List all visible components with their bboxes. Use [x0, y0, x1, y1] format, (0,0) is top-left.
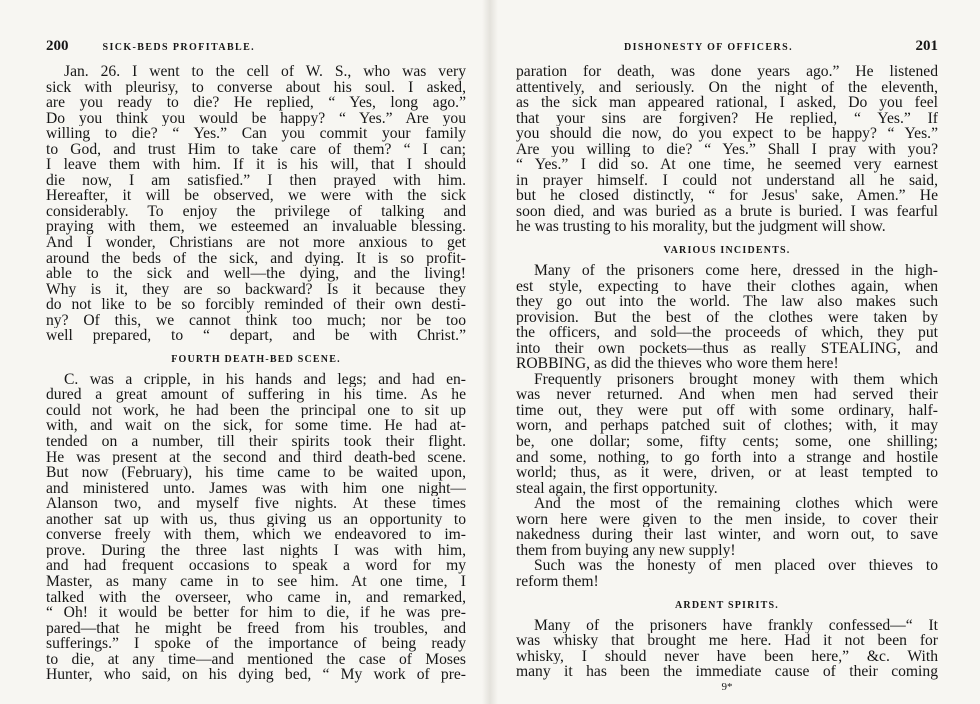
- text-line: and had frequent occasions to speak a word for my: [46, 558, 466, 574]
- text-line: around the beds of the sick, and dying. It is so profit-: [46, 250, 466, 267]
- right-paragraph-5: [516, 558, 938, 589]
- text-line: Alanson two, and myself five nights. At these times: [46, 496, 466, 512]
- text-line: well prepared, to “ depart, and be with Christ.”: [46, 328, 466, 344]
- text-line: Are you willing to die? “ Yes.” Shall I pray with you?: [516, 141, 938, 158]
- left-paragraph-2: [46, 372, 466, 683]
- right-page: [490, 0, 980, 704]
- text-line: and some, nothing, to go forth into a strange and hostile: [516, 449, 938, 466]
- text-line: est style, expecting to have their clothes again, when: [516, 278, 938, 295]
- various-incidents-heading: VARIOUS INCIDENTS.: [663, 245, 791, 257]
- text-line: C. was a cripple, in his hands and legs; and had en-: [64, 371, 466, 388]
- signature-mark: 9*: [721, 680, 733, 693]
- text-line: with, and wait on the sick, for some time. He had at-: [46, 418, 466, 435]
- text-line: ny? Of this, we cannot think too much; nor be too: [46, 312, 466, 329]
- text-line: talked with the overseer, who came in, and remarked,: [46, 589, 466, 606]
- page-number-left: 200: [46, 38, 69, 54]
- text-line: the officers, and sold—the proceeds of which, they put: [516, 325, 938, 341]
- text-line: Frequently prisoners brought money with them which: [534, 371, 938, 388]
- text-line: Such was the honesty of men placed over thieves to: [534, 558, 938, 574]
- text-line: are you ready to die? He replied, “ Yes, long ago.”: [46, 95, 466, 111]
- fourth-death-bed-heading: FOURTH DEATH-BED SCENE.: [171, 353, 341, 365]
- text-line: into their own pockets—thus as really STEALING, and: [516, 340, 938, 357]
- text-line: Many of the prisoners have frankly confessed—“ It: [534, 617, 938, 634]
- text-line: Hunter, who said, on his dying bed, “ My work of pre-: [46, 667, 466, 683]
- text-line: able to the sick and well—the dying, and the living!: [46, 266, 466, 282]
- text-line: in prayer himself. I could not understand all he said,: [516, 172, 938, 189]
- ardent-spirits-heading: ARDENT SPIRITS.: [675, 599, 779, 611]
- right-running-head: [516, 38, 938, 64]
- text-line: world; thus, as it were, driven, or at least tempted to: [516, 465, 938, 481]
- text-line: Hereafter, it will be observed, we were with the sick: [46, 188, 466, 204]
- text-line: worn here were given to the men inside, to cover their: [516, 511, 938, 528]
- text-line: I leave them with him. If it is his will, that I should: [46, 157, 466, 173]
- text-line: nakedness during their last winter, and worn out, to save: [516, 527, 938, 543]
- text-line: soon died, and was buried as a brute is buried. I was fearful: [516, 203, 938, 220]
- text-line: provision. But the best of the clothes were taken by: [516, 309, 938, 326]
- left-running-title: SICK-BEDS PROFITABLE.: [102, 42, 256, 53]
- text-line: them from buying any new supply!: [516, 542, 736, 559]
- text-line: as the sick man appeared rational, I asked, Do you feel: [516, 95, 938, 111]
- text-line: to die, at any time—and mentioned the case of Moses: [46, 651, 466, 668]
- text-line: time out, they were put off with some ordinary, half-: [516, 402, 938, 419]
- text-line: to God, and trust Him to take care of them? “ I can;: [46, 141, 466, 158]
- right-paragraph-3: [516, 372, 938, 496]
- text-line: attentively, and seriously. On the night of the eleventh,: [516, 79, 938, 96]
- text-line: Why is it, they are so backward? Is it because they: [46, 281, 466, 298]
- text-line: sufferings.” I spoke of the importance of being ready: [46, 636, 466, 652]
- right-running-title: DISHONESTY OF OFFICERS.: [624, 42, 793, 53]
- text-line: die now, I am satisfied.” I then prayed with him.: [46, 172, 466, 189]
- text-line: considerably. To enjoy the privilege of talking and: [46, 203, 466, 220]
- text-line: but he closed distinctly, “ for Jesus' sake, Amen.” He: [516, 188, 938, 204]
- text-line: he was trusting to his morality, but the judgment will show.: [516, 219, 886, 236]
- right-paragraph-6: [516, 618, 938, 680]
- text-line: tended on a number, till their spirits took their flight.: [46, 434, 466, 450]
- text-line: could not work, he had been the principal one to sit up: [46, 402, 466, 419]
- text-line: He was present at the second and third death-bed scene.: [46, 449, 466, 466]
- text-line: that your sins are forgiven? He replied, “ Yes.” If: [516, 110, 938, 127]
- text-line: pared—that he might be freed from his troubles, and: [46, 620, 466, 637]
- text-line: Many of the prisoners come here, dressed in the high-: [534, 263, 938, 279]
- text-line: whisky, I should never have been here,” &c. With: [516, 648, 938, 665]
- text-line: sick with pleurisy, to converse about his soul. I asked,: [46, 79, 466, 96]
- text-line: reform them!: [516, 573, 599, 590]
- text-line: worn, and perhaps patched suit of clothes; with, it may: [516, 418, 938, 435]
- text-line: converse freely with them, which we endeavored to im-: [46, 527, 466, 543]
- text-line: ROBBING, as did the thieves who wore them here!: [516, 356, 839, 372]
- text-line: and ministered unto. James was with him one night—: [46, 480, 466, 497]
- text-line: willing to die? “ Yes.” Can you commit your family: [46, 126, 466, 142]
- text-line: was never returned. And when men had served their: [516, 387, 938, 403]
- text-line: another sat up with us, thus giving us an opportunity to: [46, 511, 466, 528]
- text-line: And I wonder, Christians are not more anxious to get: [46, 235, 466, 251]
- right-paragraph-1: [516, 64, 938, 235]
- text-line: be, one dollar; some, fifty cents; some, one shilling;: [516, 434, 938, 450]
- left-paragraph-1: [46, 64, 466, 344]
- text-line: do not like to be so forcibly reminded of their own desti-: [46, 297, 466, 313]
- text-line: Do you think you would be happy? “ Yes.” Are you: [46, 110, 466, 127]
- right-paragraph-2: [516, 263, 938, 372]
- text-line: many it has been the immediate cause of their coming: [516, 664, 938, 680]
- page-number-right: 201: [915, 38, 938, 54]
- right-paragraph-4: [516, 496, 938, 558]
- text-line: was whisky that brought me here. Had it not been for: [516, 633, 938, 649]
- text-line: And the most of the remaining clothes which were: [534, 496, 938, 512]
- text-line: “ Yes.” I did so. At one time, he seemed very earnest: [516, 157, 938, 173]
- text-line: But now (February), his time came to be waited upon,: [46, 465, 466, 481]
- text-line: paration for death, was done years ago.” He listened: [516, 64, 938, 80]
- text-line: dured a great amount of suffering in his time. As he: [46, 387, 466, 403]
- text-line: praying with them, we esteemed an invaluable blessing.: [46, 219, 466, 236]
- text-line: “ Oh! it would be better for him to die, if he was pre-: [46, 605, 466, 621]
- text-line: they go out into the world. The law also makes such: [516, 294, 938, 310]
- text-line: you should die now, do you expect to be happy? “ Yes.”: [516, 126, 938, 142]
- text-line: Master, as many came in to see him. At one time, I: [46, 573, 466, 590]
- text-line: prove. During the three last nights I was with him,: [46, 542, 466, 559]
- left-running-head: [46, 38, 466, 64]
- text-line: Jan. 26. I went to the cell of W. S., who was very: [64, 64, 466, 80]
- text-line: steal again, the first opportunity.: [516, 480, 718, 497]
